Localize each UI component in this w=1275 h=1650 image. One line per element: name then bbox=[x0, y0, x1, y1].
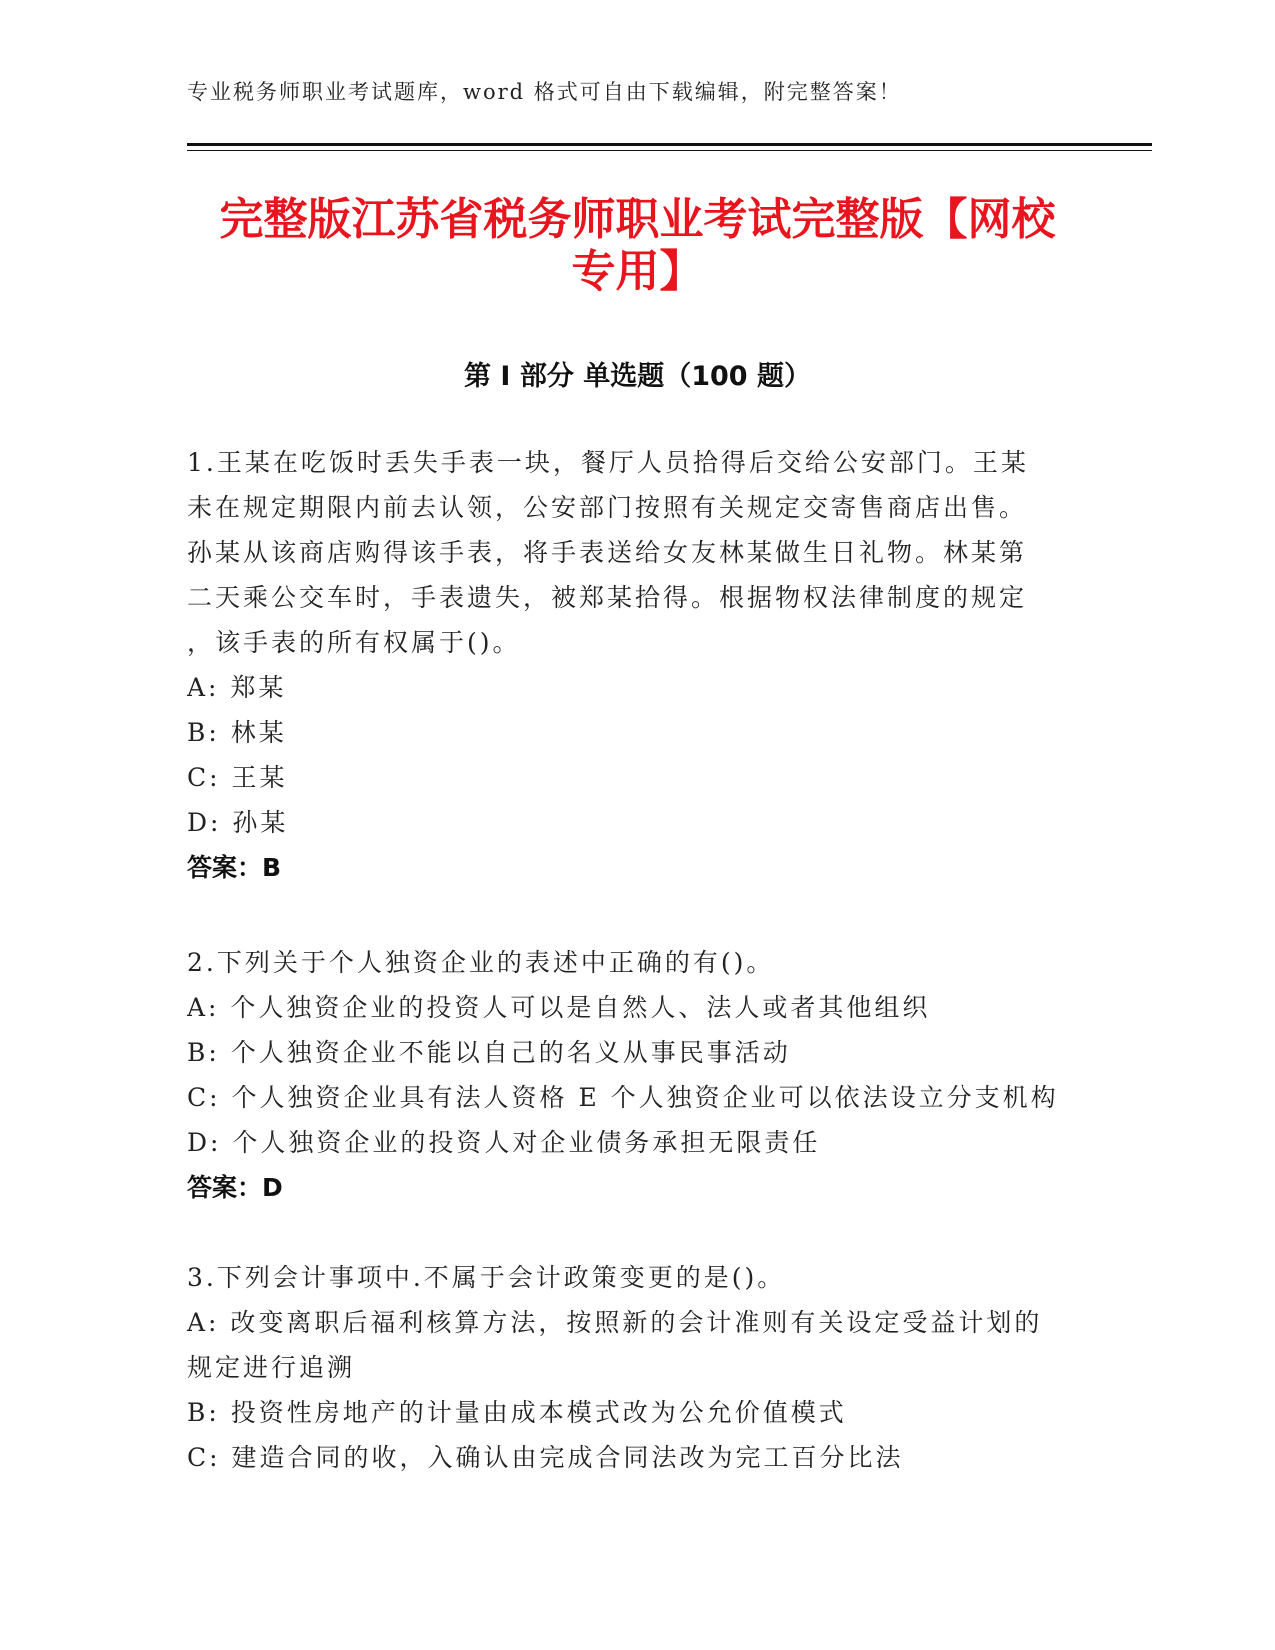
question-text-line: 孙某从该商店购得该手表，将手表送给女友林某做生日礼物。林某第 bbox=[187, 538, 1028, 567]
question-2 bbox=[187, 940, 1087, 1210]
title-line-1: 完整版江苏省税务师职业考试完整版【网校 bbox=[219, 194, 1056, 245]
title-line-2: 专用】 bbox=[571, 246, 704, 297]
answer: 答案：B bbox=[187, 853, 282, 882]
question-text-line: 1.王某在吃饭时丢失手表一块，餐厅人员拾得后交给公安部门。王某 bbox=[187, 448, 1029, 477]
question-text-line: 3.下列会计事项中.不属于会计政策变更的是()。 bbox=[187, 1263, 786, 1292]
section-heading: 第 I 部分 单选题（100 题） bbox=[463, 361, 811, 392]
question-text-line: ，该手表的所有权属于()。 bbox=[187, 628, 521, 657]
option-d: D: 个人独资企业的投资人对企业债务承担无限责任 bbox=[187, 1128, 821, 1157]
question-text-line: 2.下列关于个人独资企业的表述中正确的有()。 bbox=[187, 948, 775, 977]
header-note: 专业税务师职业考试题库，word 格式可自由下载编辑，附完整答案！ bbox=[187, 80, 902, 104]
option-b: B: 个人独资企业不能以自己的名义从事民事活动 bbox=[187, 1038, 791, 1067]
option-d: D: 孙某 bbox=[187, 808, 289, 837]
option-a-continued: 规定进行追溯 bbox=[187, 1353, 356, 1382]
option-a: A: 改变离职后福利核算方法，按照新的会计准则有关设定受益计划的 bbox=[187, 1308, 1043, 1337]
option-c: C: 个人独资企业具有法人资格 E 个人独资企业可以依法设立分支机构 bbox=[187, 1083, 1059, 1112]
header-rule-thick bbox=[187, 143, 1152, 146]
document-title bbox=[150, 194, 1125, 298]
answer: 答案：D bbox=[187, 1173, 283, 1202]
option-c: C: 建造合同的收，入确认由完成合同法改为完工百分比法 bbox=[187, 1443, 904, 1472]
question-1 bbox=[187, 440, 1087, 890]
option-b: B: 投资性房地产的计量由成本模式改为公允价值模式 bbox=[187, 1398, 847, 1427]
option-b: B: 林某 bbox=[187, 718, 287, 747]
option-a: A: 个人独资企业的投资人可以是自然人、法人或者其他组织 bbox=[187, 993, 931, 1022]
option-a: A: 郑某 bbox=[187, 673, 287, 702]
question-3 bbox=[187, 1255, 1087, 1480]
header-rule-thin bbox=[187, 150, 1152, 151]
question-text-line: 未在规定期限内前去认领，公安部门按照有关规定交寄售商店出售。 bbox=[187, 493, 1028, 522]
question-text-line: 二天乘公交车时，手表遗失，被郑某拾得。根据物权法律制度的规定 bbox=[187, 583, 1028, 612]
option-c: C: 王某 bbox=[187, 763, 288, 792]
